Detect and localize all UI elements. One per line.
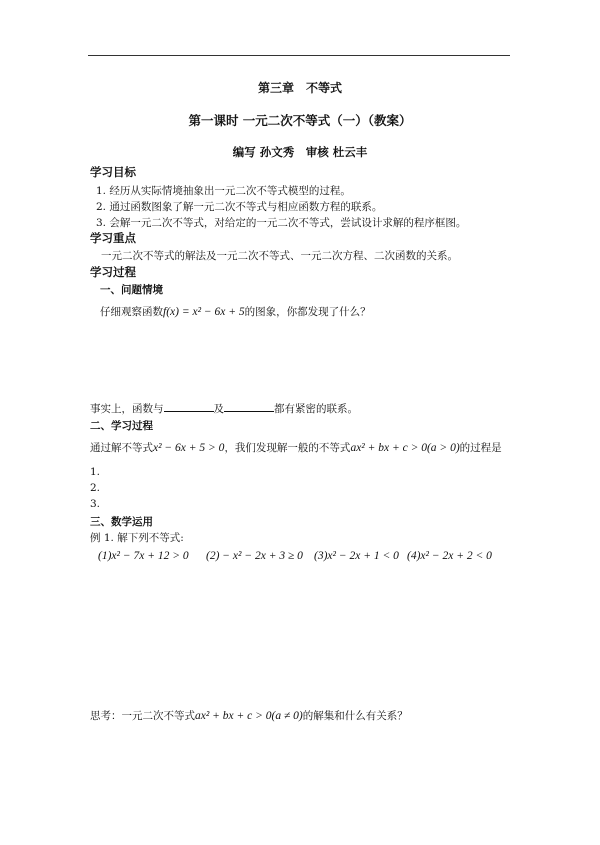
author-line: 编写 孙文秀 审核 杜云丰 [232, 145, 368, 159]
fact-text-a: 事实上，函数与 [90, 403, 164, 415]
goal-item: 3. 会解一元二次不等式，对给定的一元二次不等式，尝试设计求解的程序框图。 [96, 217, 467, 229]
example-2: (2) − x² − 2x + 3 ≥ 0 [206, 550, 303, 562]
goals-heading: 学习目标 [90, 165, 136, 179]
subsection-application: 三、数学运用 [90, 516, 153, 528]
general-inequality: ax² + bx + c > 0(a > 0) [350, 442, 460, 454]
goal-item: 2. 通过函数图象了解一元二次不等式与相应函数方程的联系。 [96, 201, 383, 213]
step-item: 3. [90, 498, 101, 510]
question-suffix: 的图象，你都发现了什么？ [244, 306, 371, 318]
fact-line [90, 401, 358, 416]
process-heading: 学习过程 [90, 265, 136, 279]
fact-text-c: 都有紧密的联系。 [274, 403, 358, 415]
process-suffix: 的过程是 [459, 442, 502, 454]
top-rule [88, 55, 510, 56]
fact-text-b: 及 [213, 403, 224, 415]
think-line [90, 708, 408, 723]
goal-item: 1. 经历从实际情境抽象出一元二次不等式模型的过程。 [96, 185, 351, 197]
lesson-title: 第一课时 一元二次不等式（一）（教案） [188, 113, 412, 128]
think-suffix: 的解集和什么有关系？ [302, 710, 408, 722]
process-mid: ，我们发现解一般的不等式 [224, 442, 351, 454]
example-3: (3)x² − 2x + 1 < 0 [314, 550, 399, 562]
inequality-example: x² − 6x + 5 > 0 [153, 442, 225, 454]
subsection-process: 二、学习过程 [90, 420, 153, 432]
function-expression: f(x) = x² − 6x + 5 [163, 306, 245, 318]
focus-heading: 学习重点 [90, 231, 136, 245]
question-prefix: 仔细观察函数 [100, 306, 163, 318]
example-1: (1)x² − 7x + 12 > 0 [98, 550, 189, 562]
subsection-problem: 一、问题情境 [100, 284, 163, 296]
process-prefix: 通过解不等式 [90, 442, 153, 454]
think-prefix: 思考：一元二次不等式 [90, 710, 195, 722]
chapter-title: 第三章 不等式 [257, 81, 342, 95]
step-item: 2. [90, 482, 101, 494]
question-line [100, 304, 371, 319]
think-inequality: ax² + bx + c > 0(a ≠ 0) [195, 710, 303, 722]
step-item: 1. [90, 466, 101, 478]
example-4: (4)x² − 2x + 2 < 0 [407, 550, 492, 562]
example-label: 例 1. 解下列不等式: [90, 532, 184, 544]
focus-text: 一元二次不等式的解法及一元二次不等式、一元二次方程、二次函数的关系。 [101, 250, 458, 262]
fill-blank [224, 401, 274, 412]
process-line [90, 440, 502, 455]
fill-blank [164, 401, 214, 412]
